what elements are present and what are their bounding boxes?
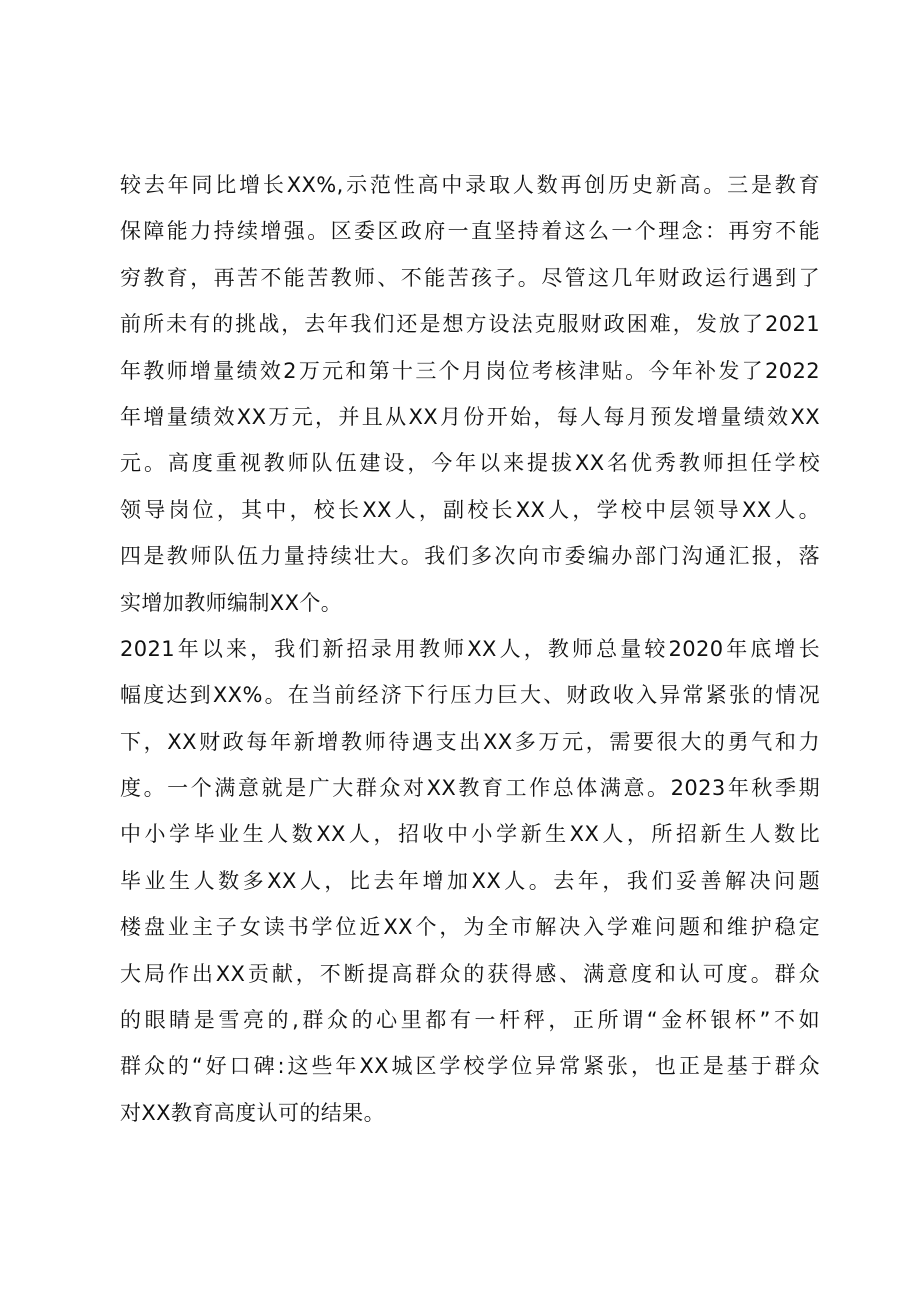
text-line: 下，XX财政每年新增教师待遇支出XX多万元，需要很大的勇气和力 — [120, 729, 820, 754]
text-line: 年教师增量绩效2万元和第十三个月岗位考核津贴。今年补发了2022 — [120, 358, 820, 383]
text-line: 2021年以来，我们新招录用教师XX人，教师总量较2020年底增长 — [120, 636, 820, 661]
text-line: 中小学毕业生人数XX人，招收中小学新生XX人，所招新生人数比 — [120, 822, 820, 847]
text-line: 实增加教师编制XX个。 — [120, 590, 343, 615]
text-line: 的眼睛是雪亮的,群众的心里都有一杆秤，正所谓“金杯银杯”不如 — [120, 1008, 820, 1033]
text-line: 大局作出XX贡献，不断提高群众的获得感、满意度和认可度。群众 — [120, 961, 820, 986]
text-line: 四是教师队伍力量持续壮大。我们多次向市委编办部门沟通汇报，落 — [120, 544, 820, 569]
text-line: 度。一个满意就是广大群众对XX教育工作总体满意。2023年秋季期 — [120, 776, 820, 801]
text-line: 穷教育，再苦不能苦教师、不能苦孩子。尽管这几年财政运行遇到了 — [120, 265, 820, 290]
text-line: 毕业生人数多XX人，比去年增加XX人。去年，我们妥善解决问题 — [120, 868, 820, 893]
body-text — [120, 162, 820, 1136]
text-line: 楼盘业主子女读书学位近XX个，为全市解决入学难问题和维护稳定 — [120, 915, 820, 940]
text-line: 幅度达到XX%。在当前经济下行压力巨大、财政收入异常紧张的情况 — [120, 683, 820, 708]
text-line: 较去年同比增长XX%,示范性高中录取人数再创历史新高。三是教育 — [120, 173, 820, 197]
text-line: 领导岗位，其中，校长XX人，副校长XX人，学校中层领导XX人。 — [120, 497, 820, 522]
text-line: 对XX教育高度认可的结果。 — [120, 1100, 385, 1125]
text-line: 保障能力持续增强。区委区政府一直坚持着这么一个理念：再穷不能 — [120, 219, 820, 244]
text-line: 前所未有的挑战，去年我们还是想方设法克服财政困难，发放了2021 — [120, 312, 820, 337]
text-line: 元。高度重视教师队伍建设，今年以来提拔XX名优秀教师担任学校 — [120, 451, 820, 476]
text-line: 年增量绩效XX万元，并且从XX月份开始，每人每月预发增量绩效XX — [120, 404, 820, 429]
text-line: 群众的“好口碑:这些年XX城区学校学位异常紧张，也正是基于群众 — [120, 1054, 820, 1079]
